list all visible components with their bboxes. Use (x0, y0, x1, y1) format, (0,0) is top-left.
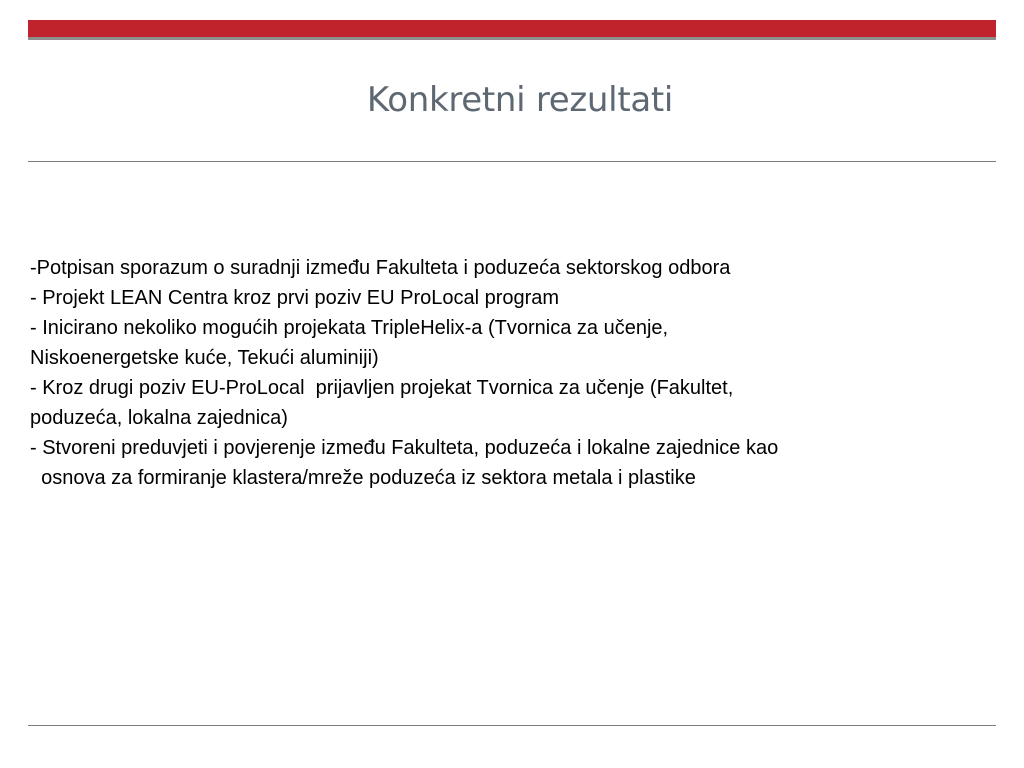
body-line: Niskoenergetske kuće, Tekući aluminiji) (30, 347, 379, 369)
body-line: -Potpisan sporazum o suradnji između Fakulteta i poduzeća sektorskog odbora (30, 257, 731, 279)
body-line: osnova za formiranje klastera/mreže poduzeća iz sektora metala i plastike (30, 467, 696, 489)
top-accent-bar-fill (28, 20, 996, 37)
body-line: - Inicirano nekoliko mogućih projekata TripleHelix-a (Tvornica za učenje, (30, 317, 669, 339)
top-accent-bar (28, 20, 996, 40)
body-line: poduzeća, lokalna zajednica) (30, 407, 288, 429)
slide-body (30, 253, 1005, 493)
footer-divider (28, 725, 996, 726)
top-accent-bar-shadow (28, 37, 996, 40)
slide-title: Konkretni rezultati (366, 80, 674, 120)
title-divider (28, 161, 996, 162)
body-line: - Kroz drugi poziv EU-ProLocal prijavljen projekat Tvornica za učenje (Fakultet, (30, 377, 734, 399)
body-line: - Stvoreni preduvjeti i povjerenje između Fakulteta, poduzeća i lokalne zajednice kao (30, 437, 779, 459)
body-line: - Projekt LEAN Centra kroz prvi poziv EU ProLocal program (30, 287, 560, 309)
